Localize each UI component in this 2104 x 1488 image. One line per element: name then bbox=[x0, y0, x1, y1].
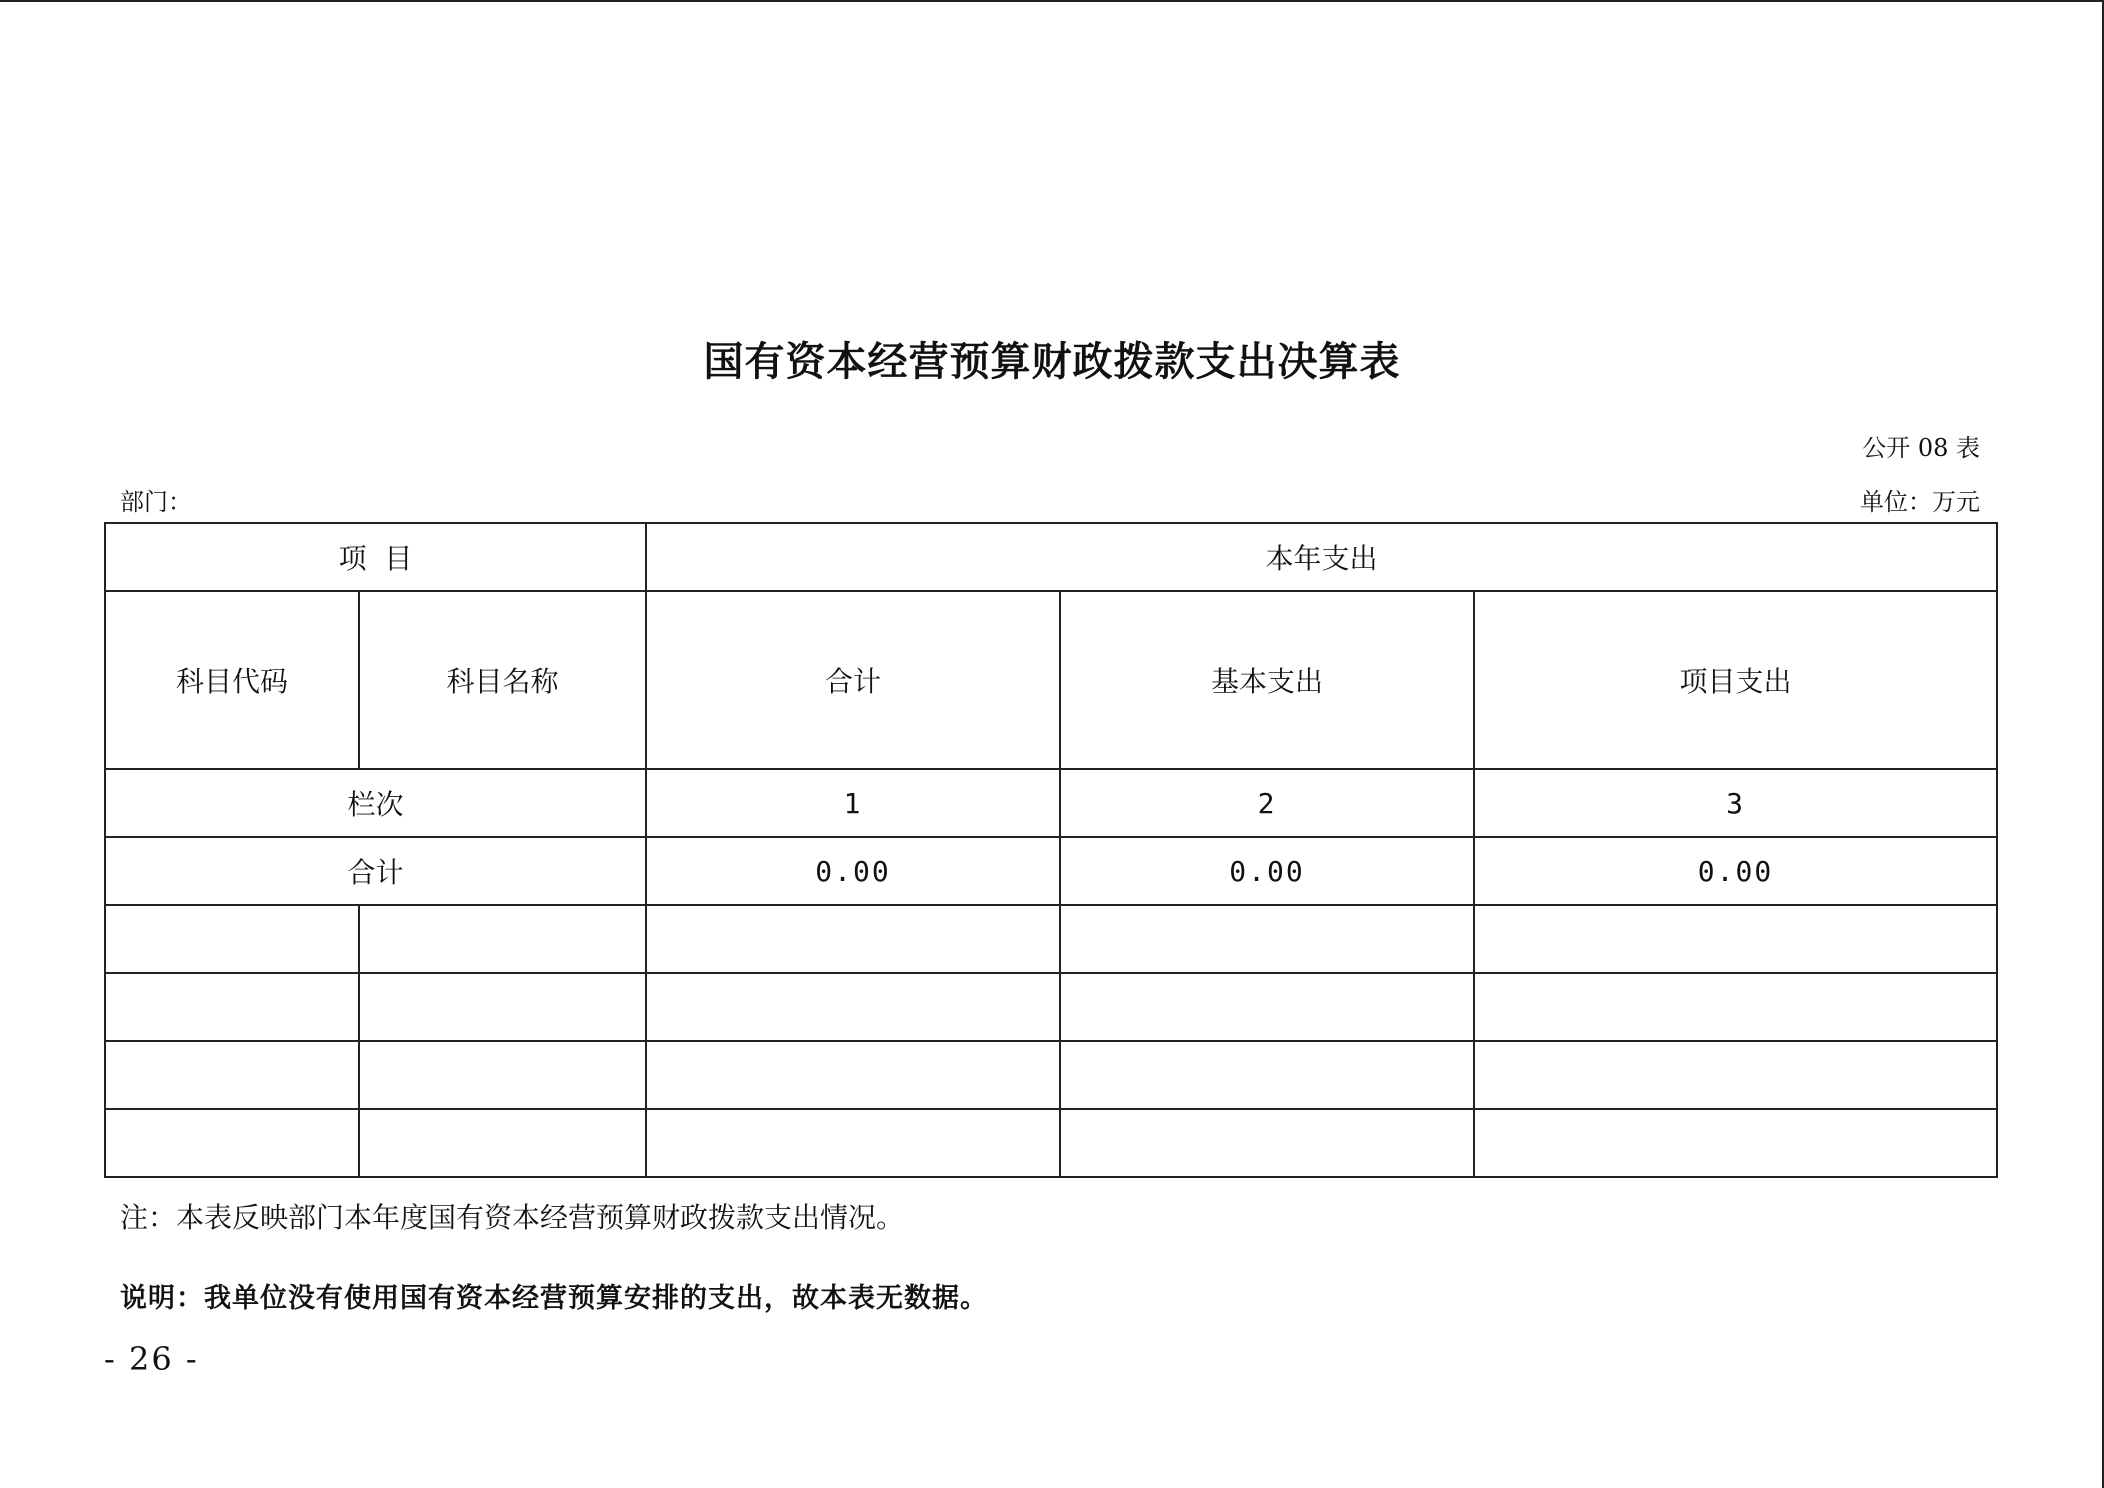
total-value-total: 0.00 bbox=[646, 837, 1060, 905]
column-index-row bbox=[105, 769, 1997, 837]
column-index-1: 1 bbox=[646, 769, 1060, 837]
table-cell bbox=[646, 1109, 1060, 1177]
table-cell bbox=[1474, 973, 1997, 1041]
table-cell bbox=[359, 1041, 646, 1109]
header-item: 项 目 bbox=[105, 523, 646, 591]
table-cell bbox=[105, 973, 359, 1041]
total-value-basic: 0.00 bbox=[1060, 837, 1474, 905]
page-number: - 26 - bbox=[104, 1340, 199, 1378]
table-cell bbox=[105, 1109, 359, 1177]
table-cell bbox=[1060, 1041, 1474, 1109]
table-cell bbox=[1060, 905, 1474, 973]
explanation-text: 说明：我单位没有使用国有资本经营预算安排的支出，故本表无数据。 bbox=[120, 1283, 988, 1314]
table-cell bbox=[646, 973, 1060, 1041]
table-cell bbox=[105, 1041, 359, 1109]
table-header-row bbox=[105, 523, 1997, 591]
col-subject-name: 科目名称 bbox=[359, 591, 646, 769]
form-code: 公开 08 表 bbox=[1862, 434, 1980, 462]
table-cell bbox=[646, 1041, 1060, 1109]
column-index-label: 栏次 bbox=[105, 769, 646, 837]
table-cell bbox=[359, 905, 646, 973]
table-subheader-row bbox=[105, 591, 1997, 769]
table-row bbox=[105, 1109, 1997, 1177]
table-row bbox=[105, 1041, 1997, 1109]
table-cell bbox=[1060, 973, 1474, 1041]
page-border-top bbox=[0, 0, 2104, 2]
department-label: 部门： bbox=[120, 488, 192, 516]
col-basic: 基本支出 bbox=[1060, 591, 1474, 769]
table-cell bbox=[359, 1109, 646, 1177]
expenditure-table bbox=[104, 522, 1998, 1178]
total-value-project: 0.00 bbox=[1474, 837, 1997, 905]
col-subject-code: 科目代码 bbox=[105, 591, 359, 769]
table-cell bbox=[1060, 1109, 1474, 1177]
table-row bbox=[105, 905, 1997, 973]
column-index-2: 2 bbox=[1060, 769, 1474, 837]
table-cell bbox=[359, 973, 646, 1041]
table-cell bbox=[646, 905, 1060, 973]
document-title: 国有资本经营预算财政拨款支出决算表 bbox=[703, 339, 1401, 385]
table-cell bbox=[1474, 1109, 1997, 1177]
table-cell bbox=[1474, 905, 1997, 973]
table-note: 注：本表反映部门本年度国有资本经营预算财政拨款支出情况。 bbox=[120, 1201, 905, 1234]
header-current-year: 本年支出 bbox=[646, 523, 1997, 591]
total-row-label: 合计 bbox=[105, 837, 646, 905]
table-row bbox=[105, 973, 1997, 1041]
unit-label: 单位：万元 bbox=[1860, 488, 1980, 516]
table-cell bbox=[1474, 1041, 1997, 1109]
column-index-3: 3 bbox=[1474, 769, 1997, 837]
col-project: 项目支出 bbox=[1474, 591, 1997, 769]
col-total: 合计 bbox=[646, 591, 1060, 769]
total-row bbox=[105, 837, 1997, 905]
table-cell bbox=[105, 905, 359, 973]
